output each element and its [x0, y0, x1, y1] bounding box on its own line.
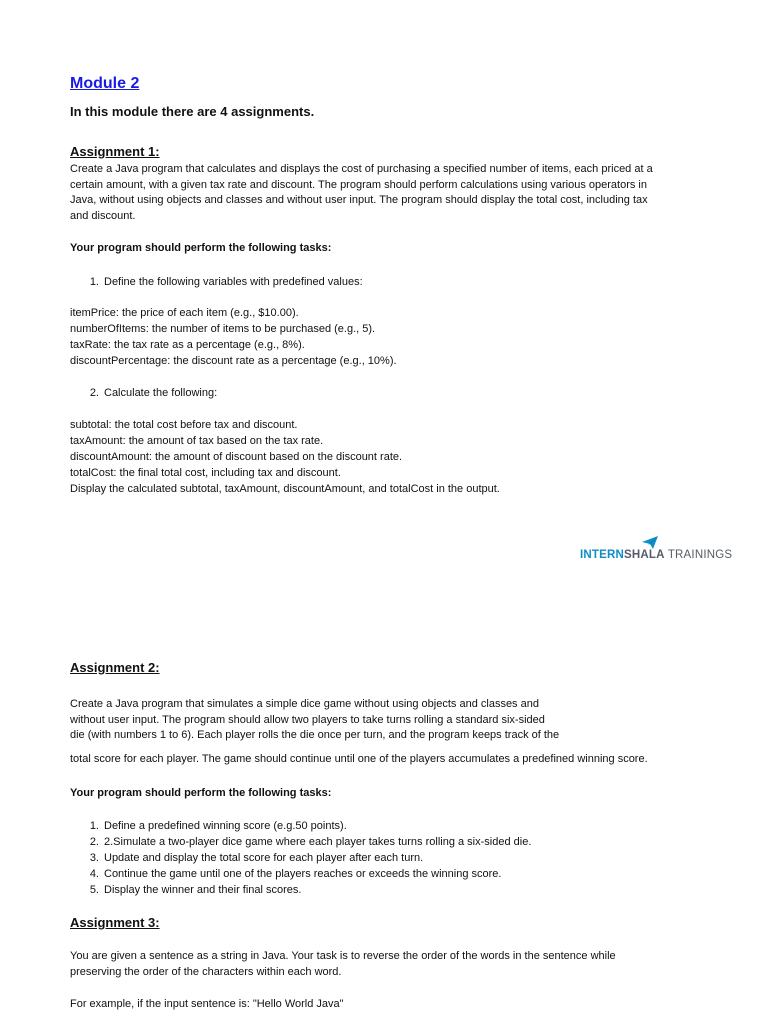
description-line: preserving the order of the characters within each word. — [70, 965, 342, 978]
assignment-3-description — [70, 949, 698, 980]
module-intro: In this module there are 4 assignments. — [70, 104, 315, 119]
task-text: 2.Simulate a two-player dice game where each player takes turns rolling a six-sided die. — [104, 836, 532, 848]
task-text: Define a predefined winning score (e.g.50 points). — [104, 820, 347, 832]
variable-item: discountPercentage: the discount rate as a percentage (e.g., 10%). — [70, 355, 397, 367]
module-title-link[interactable]: Module 2 — [70, 75, 140, 92]
description-line: and discount. — [70, 209, 136, 222]
description-line: die (with numbers 1 to 6). Each player rolls the die once per turn, and the program keeps track of the — [70, 729, 560, 741]
task-item — [82, 818, 531, 834]
step-text: Calculate the following: — [104, 387, 218, 399]
task-item — [82, 866, 531, 882]
task-number: 4. — [89, 868, 99, 880]
calculation-item: totalCost: the final total cost, including tax and discount. — [70, 467, 341, 479]
task-number: 1. — [89, 820, 99, 832]
assignment-3-example: For example, if the input sentence is: "Hello World Java" — [70, 998, 344, 1010]
description-line: Create a Java program that simulates a simple dice game without using objects and classes and — [70, 698, 539, 710]
assignment-1-step-2 — [82, 385, 217, 401]
assignment-2-task-list — [82, 818, 531, 898]
task-item — [82, 882, 531, 898]
task-number: 5. — [89, 884, 99, 896]
task-number: 2. — [89, 836, 99, 848]
calculation-item: Display the calculated subtotal, taxAmount, discountAmount, and totalCost in the output. — [70, 483, 500, 495]
logo-text-intern: INTERN — [580, 549, 625, 561]
description-line: Java, without using objects and classes and without user input. The program should display the total cost, including tax — [70, 194, 648, 206]
assignment-1-step-1 — [82, 274, 363, 290]
calculation-item: discountAmount: the amount of discount based on the discount rate. — [70, 451, 403, 463]
step-number: 2. — [89, 387, 99, 399]
task-text: Display the winner and their final scores. — [104, 884, 302, 896]
task-text: Update and display the total score for each player after each turn. — [104, 852, 424, 864]
assignment-2-description-last: total score for each player. The game should continue until one of the players accumulates a predefined winning score. — [70, 753, 648, 765]
variable-item: numberOfItems: the number of items to be purchased (e.g., 5). — [70, 323, 376, 335]
variable-item: itemPrice: the price of each item (e.g., $10.00). — [70, 307, 299, 319]
task-text: Continue the game until one of the players reaches or exceeds the winning score. — [104, 868, 502, 880]
description-line: Create a Java program that calculates and displays the cost of purchasing a specified number of items, each priced at a — [70, 163, 653, 175]
task-item — [82, 850, 531, 866]
description-line: without user input. The program should allow two players to take turns rolling a standard six-sided — [70, 713, 545, 726]
variables-list — [70, 305, 397, 369]
assignment-3-heading: Assignment 3: — [70, 915, 160, 930]
paper-plane-icon — [642, 536, 658, 549]
task-item — [82, 834, 531, 850]
task-number: 3. — [89, 852, 99, 864]
assignment-1-heading: Assignment 1: — [70, 144, 160, 159]
assignment-2-description — [70, 697, 559, 744]
logo-text-trainings: TRAININGS — [664, 549, 733, 561]
internshala-trainings-logo — [580, 536, 733, 566]
assignment-1-description — [70, 162, 698, 224]
step-text: Define the following variables with predefined values: — [104, 276, 363, 288]
logo-text-shala: SHALA — [624, 549, 665, 561]
calculations-list — [70, 417, 500, 497]
variable-item: taxRate: the tax rate as a percentage (e.g., 8%). — [70, 339, 305, 351]
calculation-item: subtotal: the total cost before tax and discount. — [70, 419, 298, 431]
description-line: certain amount, with a given tax rate and discount. The program should perform calculations using various operators in — [70, 178, 647, 191]
assignment-2-heading: Assignment 2: — [70, 660, 160, 675]
step-number: 1. — [89, 276, 99, 288]
description-line: You are given a sentence as a string in Java. Your task is to reverse the order of the words in the sentence while — [70, 950, 616, 962]
calculation-item: taxAmount: the amount of tax based on the tax rate. — [70, 435, 324, 447]
assignment-1-tasks-label: Your program should perform the following tasks: — [70, 242, 332, 254]
assignment-2-tasks-label: Your program should perform the following tasks: — [70, 787, 332, 799]
logo-wordmark — [580, 549, 732, 561]
